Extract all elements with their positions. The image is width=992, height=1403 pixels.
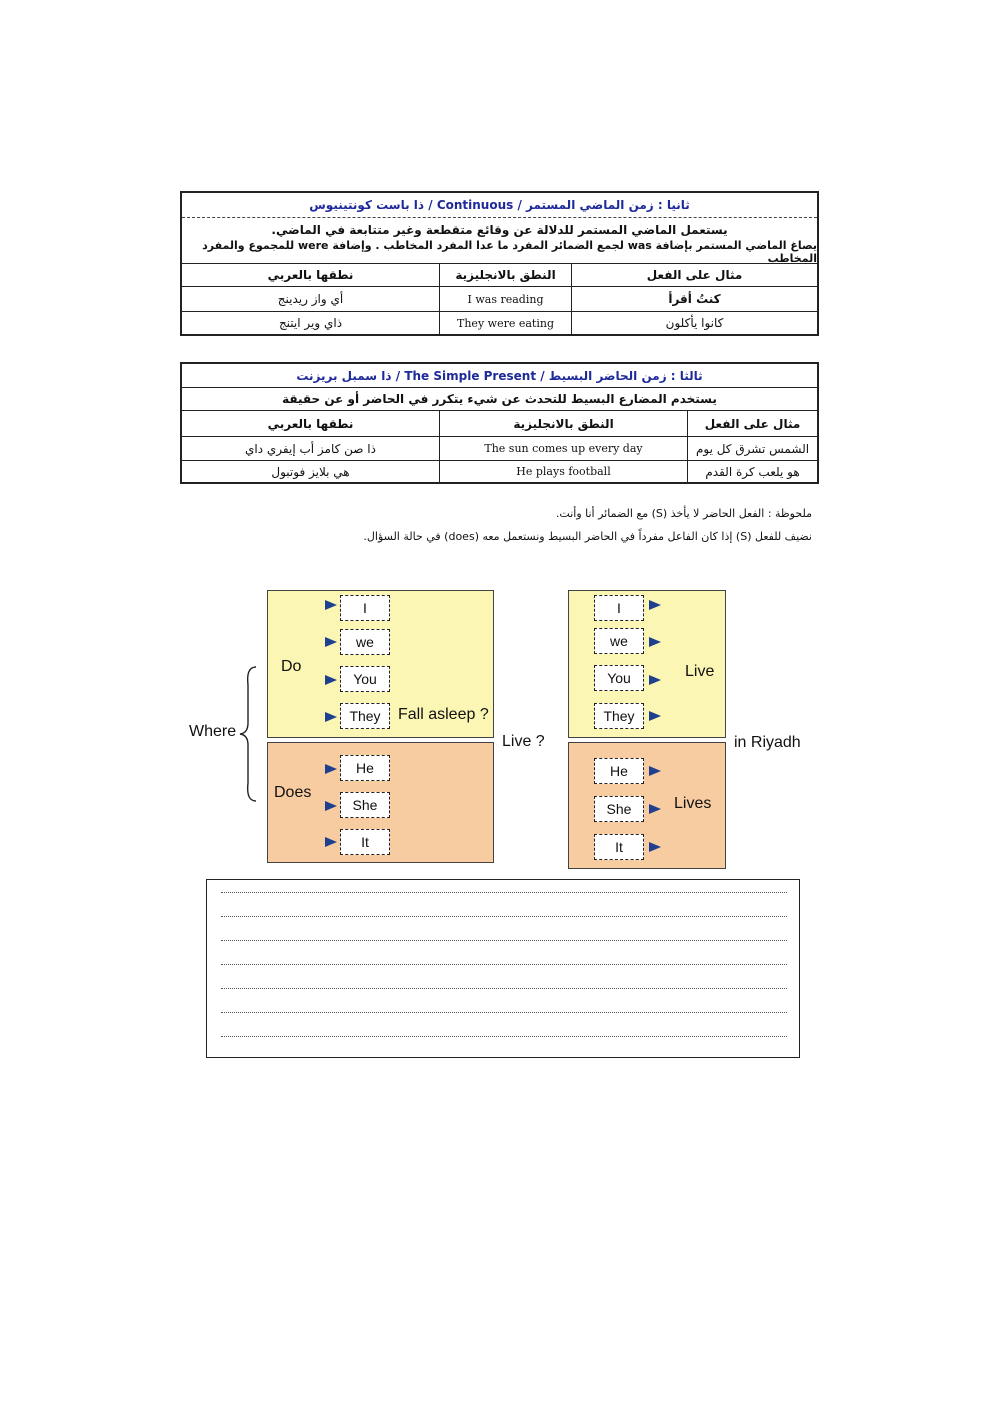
arrow-right-icon [325, 712, 337, 722]
table-row [182, 437, 817, 461]
pronoun-box: You [340, 666, 390, 692]
table-row [182, 287, 817, 312]
cell-arabic: أي واز ريدينج [277, 292, 344, 306]
writing-line [221, 892, 787, 893]
cell-example: كانوا يأكلون [571, 312, 817, 334]
cell-english: I was reading [439, 287, 571, 311]
pronoun-box: It [594, 834, 644, 860]
past-continuous-line1: يستعمل الماضي المستمر للدلالة عن وقائع متقطعة وغير متتابعة في الماضي. [271, 222, 728, 237]
pronoun-box: They [594, 703, 644, 729]
header-arabic: نطقها بالعربي [267, 268, 354, 282]
cell-example: الشمس تشرق كل يوم [687, 437, 817, 460]
arrow-right-icon [649, 711, 661, 721]
arrow-right-icon [325, 600, 337, 610]
header-arabic: نطقها بالعربي [267, 416, 354, 431]
cell-example: كنتُ أقرأ [571, 287, 817, 311]
simple-present-title-row [182, 364, 817, 388]
pronoun-box: She [340, 792, 390, 818]
arrow-right-icon [649, 804, 661, 814]
arrow-right-icon [649, 600, 661, 610]
writing-line [221, 916, 787, 917]
where-label: Where [189, 723, 237, 740]
past-continuous-table [180, 191, 819, 336]
lives-label: Lives [674, 795, 712, 812]
fall-asleep-label: Fall asleep ? [398, 706, 489, 723]
arrow-right-icon [325, 801, 337, 811]
simple-present-header-row [182, 411, 817, 437]
writing-line [221, 1036, 787, 1037]
live-label: Live [685, 663, 715, 680]
note-2: نضيف للفعل (S) إذا كان الفاعل مفرداً في الحاضر البسيط ونستعمل معه (does) في حالة السؤال. [363, 530, 812, 543]
header-english: النطق بالانجليزية [439, 411, 687, 436]
pronoun-box: we [340, 629, 390, 655]
simple-present-line1: يستخدم المضارع البسيط للتحدث عن شيء يتكرر في الحاضر أو عن حقيقة [282, 392, 717, 406]
arrow-right-icon [325, 764, 337, 774]
cell-english: He plays football [439, 461, 687, 482]
pronoun-box: You [594, 665, 644, 691]
pronoun-box: we [594, 628, 644, 654]
past-continuous-title-row [182, 193, 817, 218]
cell-arabic: ذا صن كامز أب إيفري داي [245, 441, 376, 456]
arrow-right-icon [325, 675, 337, 685]
arrow-right-icon [649, 675, 661, 685]
header-english: النطق بالانجليزية [439, 264, 571, 286]
simple-present-table [180, 362, 819, 484]
writing-line [221, 988, 787, 989]
pronoun-box: They [340, 703, 390, 729]
arrow-right-icon [325, 637, 337, 647]
simple-present-title: ثالثا : زمن الحاضر البسيط / The Simple Present / ذا سمبل بريزنت [296, 368, 703, 383]
simple-present-line1-row [182, 388, 817, 411]
arrow-right-icon [649, 766, 661, 776]
table-row [182, 461, 817, 482]
past-continuous-line1-row [182, 218, 817, 241]
cell-english: They were eating [439, 312, 571, 334]
do-label: Do [281, 658, 302, 675]
pronoun-box: He [594, 758, 644, 784]
writing-line [221, 940, 787, 941]
note-1: ملحوظة : الفعل الحاضر لا يأخذ (S) مع الضمائر أنا وأنت. [555, 507, 812, 520]
pronoun-box: He [340, 755, 390, 781]
arrow-right-icon [649, 842, 661, 852]
pronoun-box: I [594, 595, 644, 621]
pronoun-box: I [340, 595, 390, 621]
pronoun-box: She [594, 796, 644, 822]
header-example: مثال على الفعل [571, 264, 817, 286]
writing-line [221, 964, 787, 965]
cell-english: The sun comes up every day [439, 437, 687, 460]
past-continuous-header-row [182, 264, 817, 287]
past-continuous-line2-row [182, 241, 817, 264]
cell-arabic: هي بلايز فوتبول [271, 464, 350, 479]
writing-area[interactable] [206, 879, 800, 1058]
writing-line [221, 1012, 787, 1013]
curly-brace-icon [238, 665, 260, 803]
arrow-right-icon [649, 637, 661, 647]
does-label: Does [274, 784, 312, 801]
past-continuous-title: ثانيا : زمن الماضي المستمر / Continuous / ذا باست كونتينيوس [309, 198, 690, 212]
header-example: مثال على الفعل [687, 411, 817, 436]
cell-example: هو يلعب كرة القدم [687, 461, 817, 482]
past-continuous-line2: يصاغ الماضي المستمر بإضافة was لجمع الضمائر المفرد ما عدا المفرد المخاطب . وإضافة were للمجموع والمفرد المخاطب [202, 239, 817, 265]
pronoun-box: It [340, 829, 390, 855]
cell-arabic: ذاي وير ايتنج [278, 316, 343, 330]
table-row [182, 312, 817, 334]
live-question-label: Live ? [502, 733, 545, 750]
arrow-right-icon [325, 837, 337, 847]
in-riyadh-label: in Riyadh [734, 734, 801, 751]
